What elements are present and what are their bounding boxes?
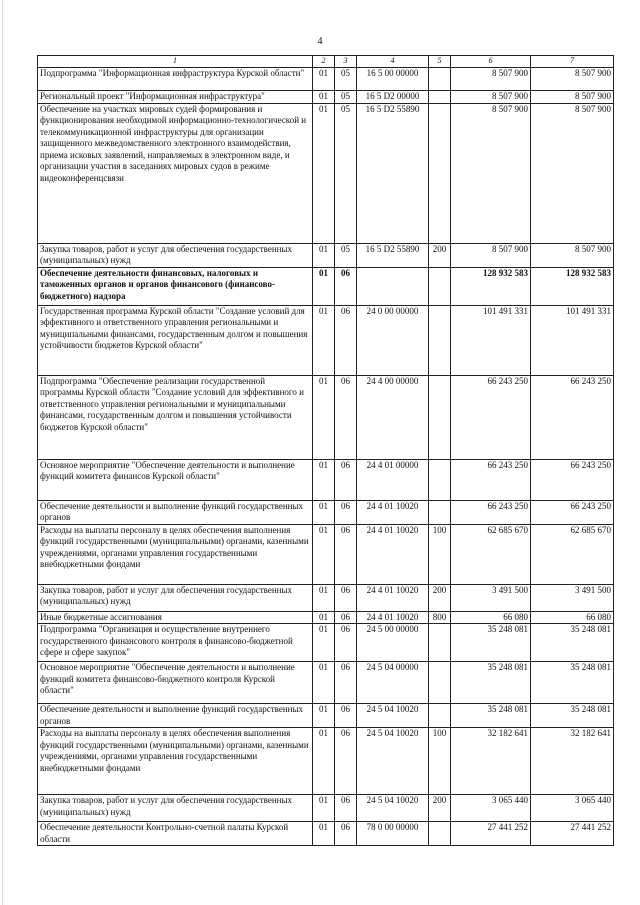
cell-name: Обеспечение деятельности и выполнение функций государственных органов <box>38 500 313 524</box>
cell-csr: 24 4 01 10020 <box>357 524 429 584</box>
cell-vr <box>429 68 451 91</box>
header-col-5: 5 <box>429 56 451 68</box>
cell-pr: 05 <box>335 103 357 243</box>
cell-csr: 16 5 00 00000 <box>357 68 429 91</box>
cell-vr <box>429 662 451 704</box>
cell-v1: 27 441 252 <box>451 822 531 846</box>
cell-v2: 35 248 081 <box>531 662 614 704</box>
cell-v1: 8 507 900 <box>451 103 531 243</box>
cell-csr: 24 5 00 00000 <box>357 624 429 662</box>
cell-v2: 8 507 900 <box>531 243 614 267</box>
cell-rz: 01 <box>313 243 335 267</box>
cell-v1: 35 248 081 <box>451 704 531 728</box>
cell-csr: 24 5 04 00000 <box>357 662 429 704</box>
cell-pr: 06 <box>335 524 357 584</box>
cell-vr <box>429 459 451 500</box>
cell-rz: 01 <box>313 822 335 846</box>
cell-vr <box>429 91 451 104</box>
table-row <box>38 822 614 846</box>
cell-csr: 24 4 01 00000 <box>357 459 429 500</box>
cell-vr <box>429 624 451 662</box>
header-col-2: 2 <box>313 56 335 68</box>
cell-v2: 128 932 583 <box>531 267 614 305</box>
cell-vr <box>429 267 451 305</box>
cell-v1: 8 507 900 <box>451 243 531 267</box>
cell-name: Расходы на выплаты персоналу в целях обеспечения выполнения функций государственными (муниципальными) органами, казенными учреждениями, органами управления государственными внебюджетными фондами <box>38 728 313 795</box>
cell-v2: 32 182 641 <box>531 728 614 795</box>
cell-name: Обеспечение деятельности и выполнение функций государственных органов <box>38 704 313 728</box>
cell-v2: 62 685 670 <box>531 524 614 584</box>
cell-v2: 8 507 900 <box>531 103 614 243</box>
cell-csr: 16 5 D2 55890 <box>357 243 429 267</box>
budget-table <box>37 55 614 846</box>
cell-v1: 35 248 081 <box>451 662 531 704</box>
cell-v1: 128 932 583 <box>451 267 531 305</box>
scan-edge <box>2 0 3 905</box>
header-col-4: 4 <box>357 56 429 68</box>
cell-rz: 01 <box>313 500 335 524</box>
header-col-3: 3 <box>335 56 357 68</box>
cell-v1: 62 685 670 <box>451 524 531 584</box>
cell-v2: 66 243 250 <box>531 375 614 459</box>
cell-pr: 06 <box>335 728 357 795</box>
cell-pr: 06 <box>335 795 357 822</box>
cell-name: Расходы на выплаты персоналу в целях обеспечения выполнения функций государственными (муниципальными) органами, казенными учреждениями, органами управления государственными внебюджетными фондами <box>38 524 313 584</box>
table-row <box>38 795 614 822</box>
cell-csr <box>357 267 429 305</box>
cell-v1: 3 065 440 <box>451 795 531 822</box>
table-row <box>38 375 614 459</box>
table-row <box>38 459 614 500</box>
cell-csr: 24 0 00 00000 <box>357 305 429 375</box>
cell-v1: 8 507 900 <box>451 68 531 91</box>
cell-pr: 06 <box>335 459 357 500</box>
header-col-1: 1 <box>38 56 313 68</box>
cell-v1: 35 248 081 <box>451 624 531 662</box>
cell-v2: 3 065 440 <box>531 795 614 822</box>
cell-v2: 66 080 <box>531 611 614 624</box>
cell-name: Государственная программа Курской области "Создание условий для эффективного и ответственного управления региональными и муниципальными финансами, государственным долгом и повышения устойчивости бюджетов Курской области" <box>38 305 313 375</box>
cell-name: Основное мероприятие "Обеспечение деятельности и выполнение функций комитета финансов Курской области" <box>38 459 313 500</box>
header-row <box>38 56 614 68</box>
cell-rz: 01 <box>313 68 335 91</box>
cell-pr: 06 <box>335 584 357 611</box>
cell-vr <box>429 500 451 524</box>
cell-name: Закупка товаров, работ и услуг для обеспечения государственных (муниципальных) нужд <box>38 795 313 822</box>
cell-v1: 66 243 250 <box>451 500 531 524</box>
cell-name: Иные бюджетные ассигнования <box>38 611 313 624</box>
cell-vr <box>429 375 451 459</box>
cell-pr: 06 <box>335 662 357 704</box>
cell-rz: 01 <box>313 305 335 375</box>
cell-v2: 66 243 250 <box>531 500 614 524</box>
cell-name: Закупка товаров, работ и услуг для обеспечения государственных (муниципальных) нужд <box>38 584 313 611</box>
cell-csr: 78 0 00 00000 <box>357 822 429 846</box>
cell-rz: 01 <box>313 267 335 305</box>
cell-name: Подпрограмма "Обеспечение реализации государственной программы Курской области "Создание условий для эффективного и ответственного управления региональными и муниципальными финансами, государственным долгом и повышения устойчивости бюджетов Курской области" <box>38 375 313 459</box>
cell-csr: 24 5 04 10020 <box>357 704 429 728</box>
table-row <box>38 267 614 305</box>
cell-vr <box>429 103 451 243</box>
cell-v2: 8 507 900 <box>531 91 614 104</box>
cell-v2: 35 248 081 <box>531 624 614 662</box>
cell-v2: 27 441 252 <box>531 822 614 846</box>
cell-pr: 06 <box>335 500 357 524</box>
cell-v2: 66 243 250 <box>531 459 614 500</box>
cell-vr: 200 <box>429 584 451 611</box>
cell-vr: 200 <box>429 795 451 822</box>
table-row <box>38 500 614 524</box>
cell-name: Закупка товаров, работ и услуг для обеспечения государственных (муниципальных) нужд <box>38 243 313 267</box>
cell-vr <box>429 704 451 728</box>
cell-csr: 16 5 D2 55890 <box>357 103 429 243</box>
cell-vr: 200 <box>429 243 451 267</box>
cell-rz: 01 <box>313 611 335 624</box>
cell-v1: 8 507 900 <box>451 91 531 104</box>
table-row <box>38 91 614 104</box>
cell-vr: 800 <box>429 611 451 624</box>
cell-v1: 101 491 331 <box>451 305 531 375</box>
cell-pr: 06 <box>335 375 357 459</box>
cell-csr: 24 5 04 10020 <box>357 728 429 795</box>
cell-vr <box>429 822 451 846</box>
cell-rz: 01 <box>313 91 335 104</box>
cell-v1: 66 243 250 <box>451 375 531 459</box>
cell-pr: 06 <box>335 624 357 662</box>
cell-rz: 01 <box>313 704 335 728</box>
table-row <box>38 728 614 795</box>
cell-rz: 01 <box>313 584 335 611</box>
cell-v2: 3 491 500 <box>531 584 614 611</box>
header-col-7: 7 <box>531 56 614 68</box>
table-row <box>38 611 614 624</box>
table-row <box>38 305 614 375</box>
cell-v1: 32 182 641 <box>451 728 531 795</box>
cell-rz: 01 <box>313 375 335 459</box>
cell-rz: 01 <box>313 662 335 704</box>
cell-pr: 05 <box>335 243 357 267</box>
table-row <box>38 704 614 728</box>
cell-pr: 06 <box>335 305 357 375</box>
cell-vr: 100 <box>429 728 451 795</box>
cell-name: Обеспечение деятельности Контрольно-счетной палаты Курской области <box>38 822 313 846</box>
cell-name: Региональный проект "Информационная инфраструктура" <box>38 91 313 104</box>
table-row <box>38 243 614 267</box>
cell-rz: 01 <box>313 459 335 500</box>
cell-pr: 05 <box>335 91 357 104</box>
header-col-6: 6 <box>451 56 531 68</box>
cell-csr: 24 5 04 10020 <box>357 795 429 822</box>
table-row <box>38 584 614 611</box>
cell-name: Подпрограмма "Организация и осуществление внутреннего государственного финансового контроля в финансово-бюджетной сфере и сфере закупок" <box>38 624 313 662</box>
cell-name: Обеспечение деятельности финансовых, налоговых и таможенных органов и органов финансового (финансово-бюджетного) надзора <box>38 267 313 305</box>
cell-pr: 06 <box>335 611 357 624</box>
cell-pr: 06 <box>335 704 357 728</box>
cell-pr: 06 <box>335 267 357 305</box>
cell-name: Обеспечение на участках мировых судей формирования и функционирования необходимой информационно-технологической и телекоммуникационной инфраструктуры для организации защищенного межведомственного электронного взаимодействия, приема исковых заявлений, направляемых в электронном виде, и организации участия в заседаниях мировых судов в режиме видеоконференцсвязи <box>38 103 313 243</box>
cell-rz: 01 <box>313 524 335 584</box>
cell-name: Подпрограмма "Информационная инфраструктура Курской области" <box>38 68 313 91</box>
cell-csr: 24 4 01 10020 <box>357 584 429 611</box>
cell-rz: 01 <box>313 795 335 822</box>
cell-rz: 01 <box>313 728 335 795</box>
cell-v2: 8 507 900 <box>531 68 614 91</box>
cell-v1: 66 080 <box>451 611 531 624</box>
cell-pr: 06 <box>335 822 357 846</box>
cell-rz: 01 <box>313 624 335 662</box>
cell-csr: 24 4 00 00000 <box>357 375 429 459</box>
cell-name: Основное мероприятие "Обеспечение деятельности и выполнение функций комитета финансово-бюджетного контроля Курской области" <box>38 662 313 704</box>
cell-v1: 66 243 250 <box>451 459 531 500</box>
page-number: 4 <box>317 36 323 47</box>
cell-csr: 24 4 01 10020 <box>357 500 429 524</box>
cell-vr <box>429 305 451 375</box>
cell-csr: 24 4 01 10020 <box>357 611 429 624</box>
cell-v2: 35 248 081 <box>531 704 614 728</box>
table-row <box>38 103 614 243</box>
table-row <box>38 662 614 704</box>
cell-v1: 3 491 500 <box>451 584 531 611</box>
cell-rz: 01 <box>313 103 335 243</box>
cell-csr: 16 5 D2 00000 <box>357 91 429 104</box>
table-row <box>38 624 614 662</box>
cell-vr: 100 <box>429 524 451 584</box>
table-row <box>38 68 614 91</box>
cell-v2: 101 491 331 <box>531 305 614 375</box>
cell-pr: 05 <box>335 68 357 91</box>
table-row <box>38 524 614 584</box>
